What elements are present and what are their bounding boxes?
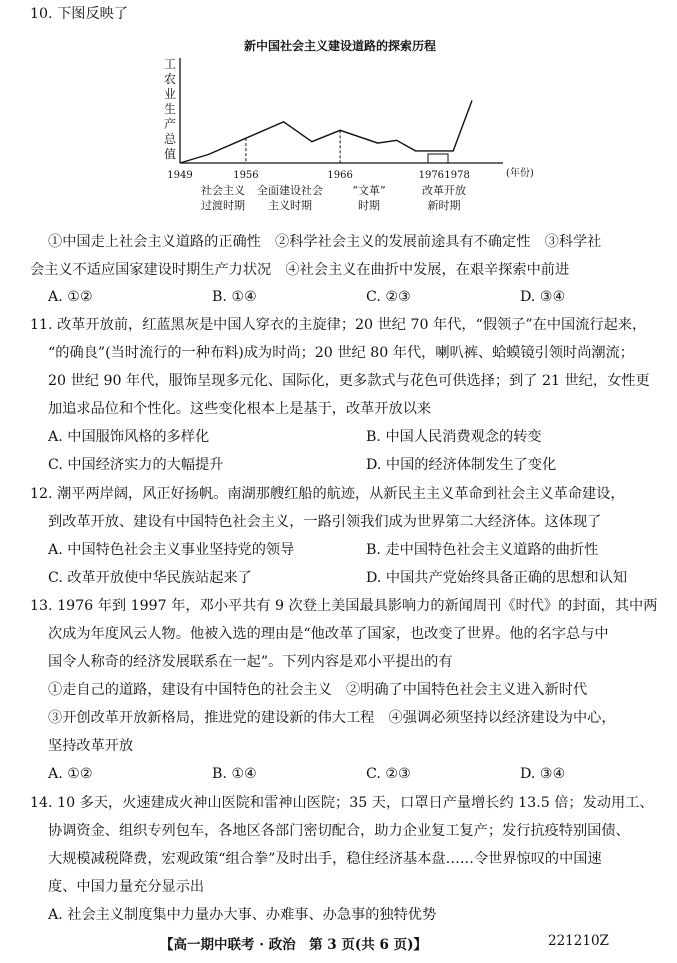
- chart-period-label: 主义时期: [268, 199, 312, 212]
- q10-stem: 10. 下图反映了: [30, 6, 129, 22]
- q13-line3: 国令人称奇的经济发展联系在一起”。下列内容是邓小平提出的有: [48, 654, 453, 670]
- chart-xtick-1976: 1976: [418, 170, 445, 181]
- q13-line6: 坚持改革开放: [48, 738, 134, 754]
- q12-option-d: D. 中国共产党始终具备正确的思想和认知: [366, 570, 628, 586]
- q12-option-c: C. 改革开放使中华民族站起来了: [48, 570, 252, 586]
- q13-line5: ③开创改革开放新格局，推进党的建设新的伟大工程 ④强调必须坚持以经济建设为中心，: [48, 710, 616, 726]
- q10-chart: [150, 32, 540, 218]
- chart-ylabel-char: 总: [163, 132, 177, 146]
- q14-line2: 协调资金、组织专列包车，各地区各部门密切配合，助力企业复工复产；发行抗疫特别国债、: [48, 823, 630, 839]
- chart-ylabel-char: 业: [163, 87, 177, 101]
- chart-period-label: 时期: [358, 199, 380, 212]
- chart-period-label: 改革开放: [422, 184, 466, 197]
- q13-option-c: C. ②③: [366, 766, 411, 782]
- q10-statements-line2: 会主义不适应国家建设时期生产力状况 ④社会主义在曲折中发展，在艰辛探索中前进: [30, 262, 570, 278]
- chart-xtick-1966: 1966: [327, 170, 353, 181]
- chart-xtick-1956: 1956: [233, 170, 259, 181]
- q11-option-b: B. 中国人民消费观念的转变: [366, 429, 542, 445]
- chart-ylabel-char: 生: [163, 102, 177, 116]
- q12-line1: 12. 潮平两岸阔，风正好扬帆。南湖那艘红船的航迹，从新民主主义革命到社会主义革命建设，: [30, 486, 625, 502]
- q12-line2: 到改革开放、建设有中国特色社会主义，一路引领我们成为世界第二大经济体。这体现了: [48, 514, 602, 530]
- chart-xtick-1978: 1978: [444, 170, 470, 181]
- chart-period-label: 全面建设社会: [257, 184, 323, 197]
- q10-option-c: C. ②③: [366, 289, 411, 305]
- q11-line3: 20 世纪 90 年代，服饰呈现多元化、国际化，更多款式与花色可供选择；到了 21 世纪，女性更: [48, 373, 650, 389]
- chart-title: 新中国社会主义建设道路的探索历程: [243, 39, 437, 53]
- chart-ylabel-char: 值: [163, 147, 177, 161]
- chart-period-label: 社会主义: [201, 184, 245, 197]
- q10-option-a: A. ①②: [48, 289, 93, 305]
- chart-xlabel: (年份): [506, 168, 534, 179]
- q12-option-b: B. 走中国特色社会主义道路的曲折性: [366, 542, 599, 558]
- q14-line3: 大规模减税降费，宏观政策“组合拳”及时出手，稳住经济基本盘……令世界惊叹的中国速: [48, 851, 602, 867]
- q11-option-c: C. 中国经济实力的大幅提升: [48, 457, 224, 473]
- q11-option-a: A. 中国服饰风格的多样化: [48, 429, 210, 445]
- chart-ylabel: [164, 57, 177, 161]
- q13-line1: 13. 1976 年到 1997 年，邓小平共有 9 次登上美国最具影响力的新闻周刊《时代》的封面，其中两: [30, 598, 658, 614]
- chart-period-label: 新时期: [427, 199, 461, 212]
- q10-option-d: D. ③④: [520, 289, 566, 305]
- q11-line2: “的确良”(当时流行的一种布料)成为时尚；20 世纪 80 年代，喇叭裤、蛤蟆镜引领时尚潮流；: [48, 345, 634, 361]
- q14-line4: 度、中国力量充分显示出: [48, 879, 205, 895]
- q13-line2: 次成为年度风云人物。他被入选的理由是“他改革了国家，也改变了世界。他的名字总与中: [48, 626, 609, 642]
- chart-ylabel-char: 产: [163, 117, 177, 131]
- chart-1976-1978-box: [428, 154, 448, 163]
- chart-ylabel-char: 工: [163, 57, 177, 71]
- q14-line1: 14. 10 多天，火速建成火神山医院和雷神山医院；35 天，口罩日产量增长约 13.5 倍；发动用工、: [30, 795, 654, 811]
- chart-xtick-1949: 1949: [167, 170, 193, 181]
- q12-option-a: A. 中国特色社会主义事业坚持党的领导: [48, 542, 295, 558]
- page-footer-label: 【高一期中联考 · 政治 第 3 页(共 6 页)】: [160, 937, 427, 953]
- chart-period-label: “文革”: [352, 184, 386, 197]
- q10-option-b: B. ①④: [212, 289, 257, 305]
- q11-line1: 11. 改革开放前，红蓝黑灰是中国人穿衣的主旋律；20 世纪 70 年代，“假领子”在中国流行起来，: [30, 317, 647, 333]
- q10-statements-line1: ①中国走上社会主义道路的正确性 ②科学社会主义的发展前途具有不确定性 ③科学社: [48, 234, 602, 250]
- q14-option-a: A. 社会主义制度集中力量办大事、办难事、办急事的独特优势: [48, 907, 437, 923]
- q11-line4: 加追求品位和个性化。这些变化根本上是基于，改革开放以来: [48, 401, 432, 417]
- page-footer-code: 221210Z: [548, 933, 609, 949]
- chart-period-label: 过渡时期: [201, 199, 245, 212]
- q11-option-d: D. 中国的经济体制发生了变化: [366, 457, 557, 473]
- q13-option-a: A. ①②: [48, 766, 93, 782]
- chart-ylabel-char: 农: [163, 72, 177, 86]
- q13-option-b: B. ①④: [212, 766, 257, 782]
- q13-option-d: D. ③④: [520, 766, 566, 782]
- q13-line4: ①走自己的道路，建设有中国特色的社会主义 ②明确了中国特色社会主义进入新时代: [48, 682, 588, 698]
